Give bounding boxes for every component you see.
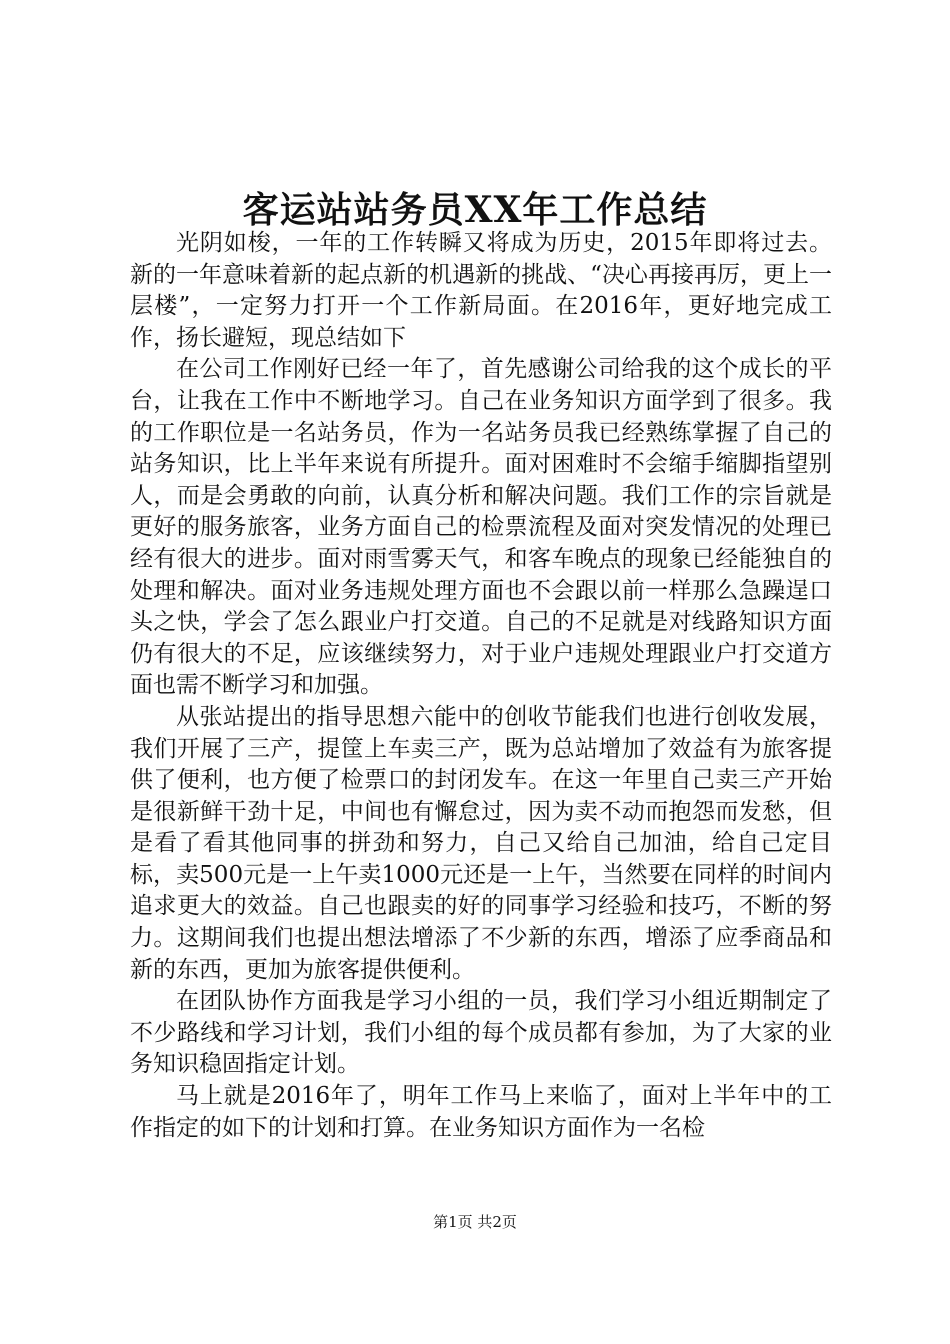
paragraph-2: 在公司工作刚好已经一年了，首先感谢公司给我的这个成长的平台，让我在工作中不断地学习。自己在业务知识方面学到了很多。我的工作职位是一名站务员，作为一名站务员我已经熟练掌握了自己的站务知识，比上半年来说有所提升。面对困难时不会缩手缩脚指望别人，而是会勇敢的向前，认真分析和解决问题。我们工作的宗旨就是更好的服务旅客，业务方面自己的检票流程及面对突发情况的处理已经有很大的进步。面对雨雪雾天气，和客车晚点的现象已经能独自的处理和解决。面对业务违规处理方面也不会跟以前一样那么急躁逞口头之快，学会了怎么跟业户打交道。自己的不足就是对线路知识方面仍有很大的不足，应该继续努力，对于业户违规处理跟业户打交道方面也需不断学习和加强。 bbox=[130, 356, 832, 699]
paragraph-1: 光阴如梭，一年的工作转瞬又将成为历史，2015年即将过去。新的一年意味着新的起点新的机遇新的挑战、“决心再接再厉，更上一层楼”，一定努力打开一个工作新局面。在2016年，更好地完成工作，扬长避短，现总结如下 bbox=[130, 230, 832, 351]
document-title: 客运站站务员XX年工作总结 bbox=[242, 189, 708, 231]
document-body bbox=[130, 228, 832, 1144]
paragraph-3: 从张站提出的指导思想六能中的创收节能我们也进行创收发展，我们开展了三产，提筐上车卖三产，既为总站增加了效益有为旅客提供了便利，也方便了检票口的封闭发车。在这一年里自己卖三产开始是很新鲜干劲十足，中间也有懈怠过，因为卖不动而抱怨而发愁，但是看了看其他同事的拼劲和努力，自己又给自己加油，给自己定目标，卖500元是一上午卖1000元还是一上午，当然要在同样的时间内追求更大的效益。自己也跟卖的好的同事学习经验和技巧，不断的努力。这期间我们也提出想法增添了不少新的东西，增添了应季商品和新的东西，更加为旅客提供便利。 bbox=[130, 703, 832, 983]
page-number-footer: 第1页 共2页 bbox=[433, 1213, 517, 1231]
paragraph-5: 马上就是2016年了，明年工作马上来临了，面对上半年中的工作指定的如下的计划和打算。在业务知识方面作为一名检 bbox=[130, 1083, 832, 1141]
paragraph-4: 在团队协作方面我是学习小组的一员，我们学习小组近期制定了不少路线和学习计划，我们小组的每个成员都有参加，为了大家的业务知识稳固指定计划。 bbox=[130, 988, 832, 1078]
